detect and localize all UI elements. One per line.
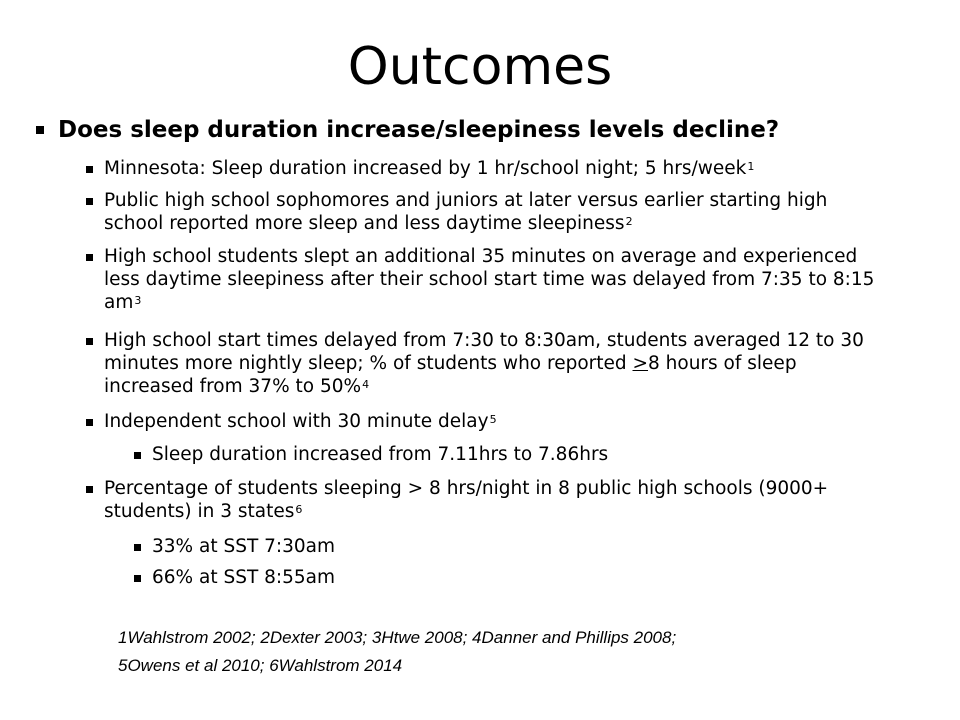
citation-sup: 2 [625, 215, 633, 228]
bullet-text: 66% at SST 8:55am [152, 567, 336, 588]
bullet-text: Sleep duration increased from 7.11hrs to 7.86hrs [152, 444, 609, 465]
citation-sup: 1 [747, 160, 755, 173]
bullet-text: High school students slept an additional 35 minutes on average and experienced less daytime sleepiness after their school start time was delayed from 7:35 to 8:15 am [104, 246, 875, 313]
sub-bullet-66-percent [134, 566, 852, 589]
question-text: Does sleep duration increase/sleepiness levels decline? [58, 117, 780, 143]
square-bullet-icon [134, 452, 141, 459]
square-bullet-icon [134, 544, 141, 551]
bullet-independent-school [86, 410, 884, 433]
square-bullet-icon [86, 419, 93, 426]
square-bullet-icon [86, 486, 93, 493]
sub-bullet-sleep-duration [134, 443, 852, 466]
references [118, 624, 676, 680]
sub-bullet-33-percent [134, 535, 852, 558]
slide-title: Outcomes [347, 37, 613, 97]
square-bullet-icon [86, 166, 93, 173]
bullet-start-times-delayed [86, 329, 884, 398]
bullet-text-continued: 8 hours of sleep increased from 37% to 50% [104, 353, 797, 397]
square-bullet-icon [134, 575, 141, 582]
square-bullet-icon [36, 126, 44, 134]
citation-sup: 4 [362, 378, 370, 391]
references-line-1: 1Wahlstrom 2002; 2Dexter 2003; 3Htwe 2008; 4Danner and Phillips 2008; [118, 628, 677, 647]
square-bullet-icon [86, 198, 93, 205]
bullet-text: Minnesota: Sleep duration increased by 1 hr/school night; 5 hrs/week [104, 158, 747, 179]
main-question [36, 112, 779, 148]
bullet-text: Independent school with 30 minute delay [104, 411, 489, 432]
underlined-symbol: > [632, 353, 649, 374]
square-bullet-icon [86, 338, 93, 345]
bullet-minnesota [86, 157, 884, 180]
citation-sup: 3 [134, 294, 142, 307]
bullet-text: 33% at SST 7:30am [152, 536, 336, 557]
bullet-text: Percentage of students sleeping > 8 hrs/night in 8 public high schools (9000+ students) in 3 states [104, 478, 829, 522]
references-line-2: 5Owens et al 2010; 6Wahlstrom 2014 [118, 656, 403, 675]
bullet-text: Public high school sophomores and juniors at later versus earlier starting high school reported more sleep and less daytime sleepiness [104, 190, 828, 234]
citation-sup: 6 [295, 503, 303, 516]
bullet-text: High school start times delayed from 7:30 to 8:30am, students averaged 12 to 30 minutes more nightly sleep; % of students who reported [104, 330, 864, 374]
square-bullet-icon [86, 254, 93, 261]
bullet-public-high-school [86, 189, 884, 235]
citation-sup: 5 [489, 413, 497, 426]
bullet-percentage-students [86, 477, 884, 523]
bullet-additional-35-minutes [86, 245, 884, 314]
